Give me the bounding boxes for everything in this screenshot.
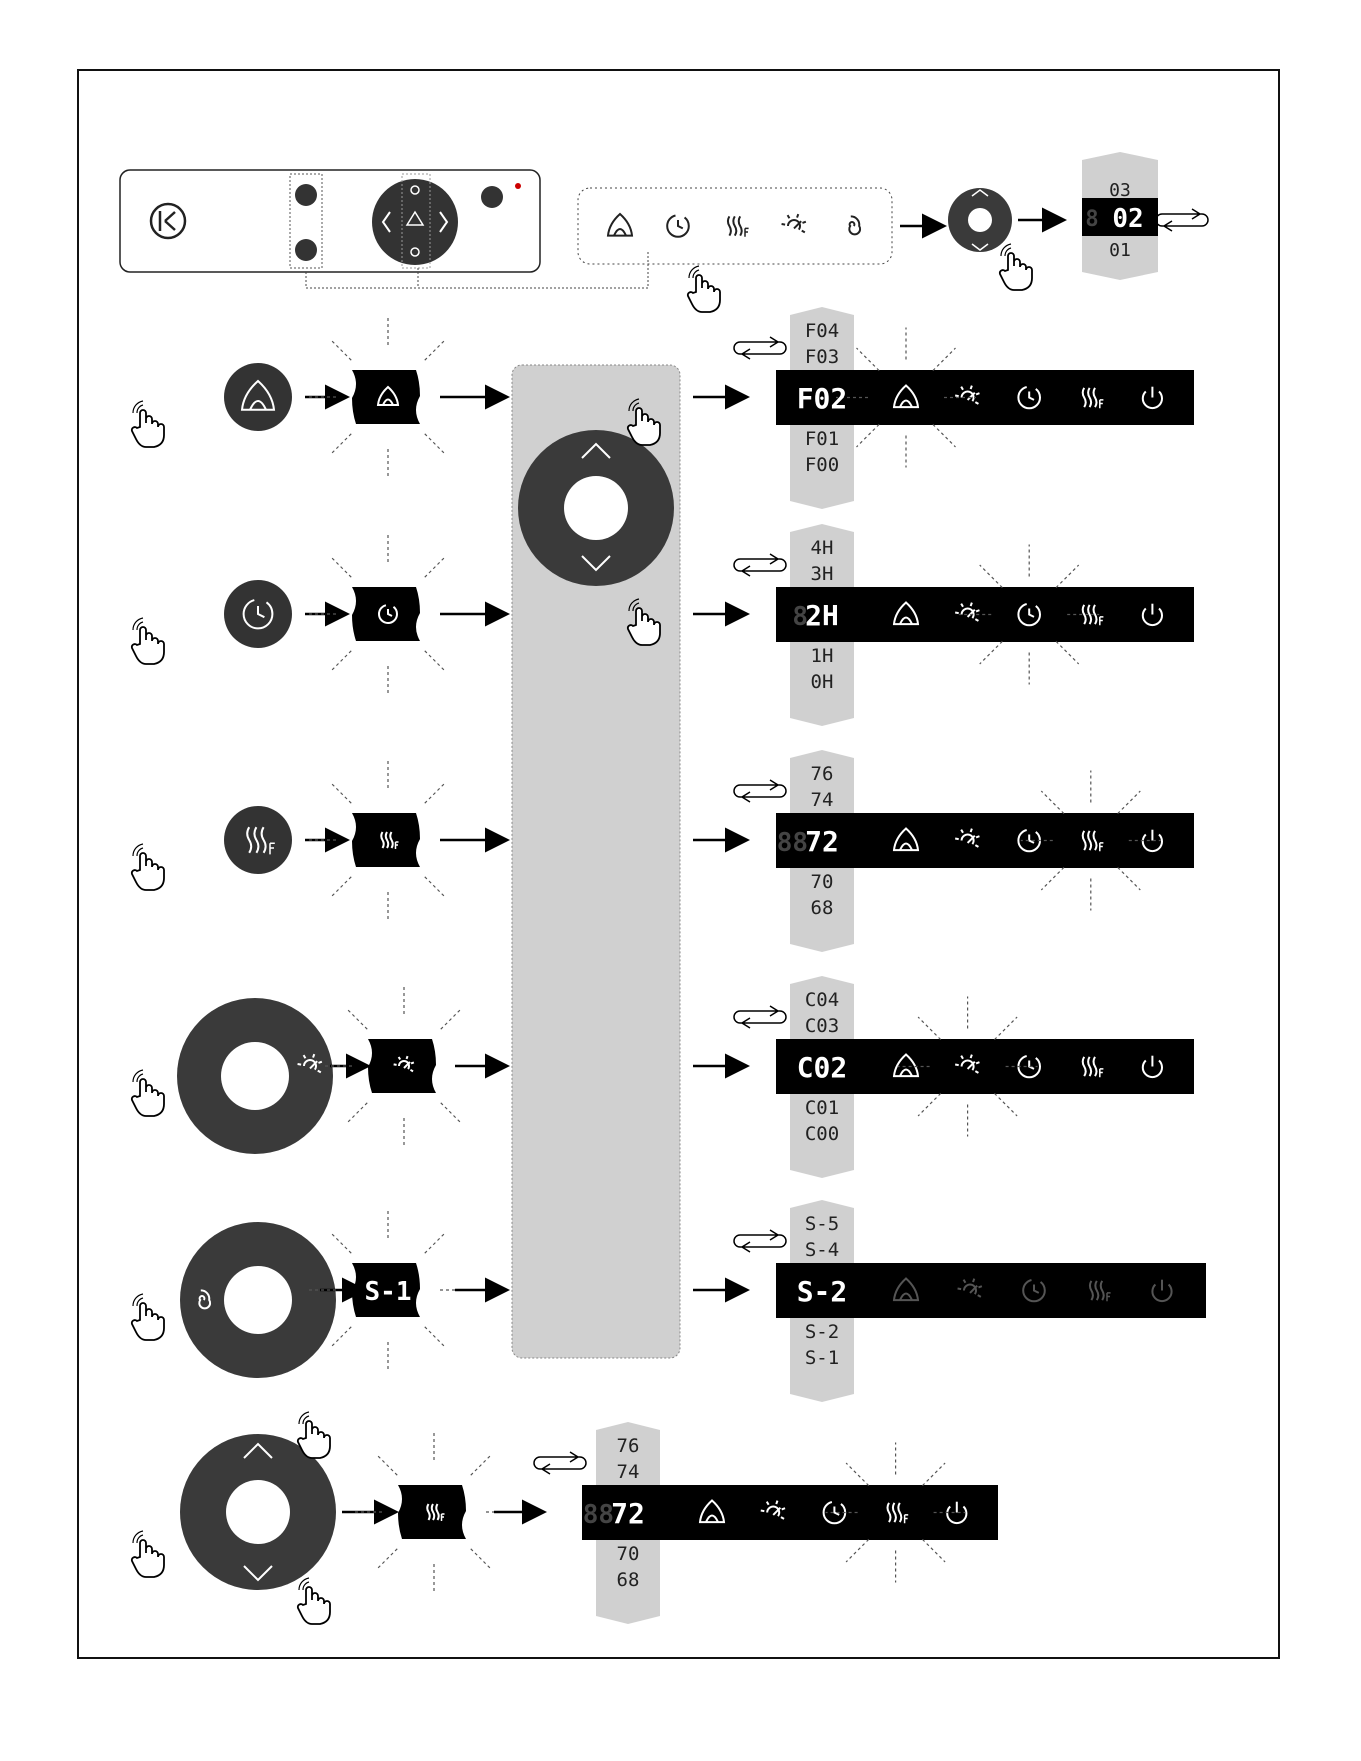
row-3-value-up-2: C04 — [804, 989, 840, 1011]
row-2-value-current: 72 — [805, 825, 839, 858]
row-2-selected-badge — [352, 813, 420, 867]
row-3-value-down-1: C01 — [804, 1097, 840, 1119]
row-0-value-up-1: F03 — [804, 346, 840, 368]
row-4-cycle-icon — [734, 1230, 786, 1252]
row-1-ghost-digits: 8 — [792, 602, 808, 632]
bottom-up-tap-hand-icon — [298, 1412, 330, 1458]
row-3-value-up-1: C03 — [804, 1015, 840, 1037]
bottom-ghost-digits: 88 — [582, 1500, 614, 1530]
row-0-value-down-1: F01 — [804, 428, 840, 450]
bottom-tap-hand-icon — [132, 1531, 164, 1577]
strip-tap-hand-icon — [688, 266, 720, 312]
swirl-icon — [849, 216, 860, 234]
intro-value-above: 03 — [1109, 180, 1131, 201]
remote-dpad[interactable] — [372, 179, 458, 265]
row-4-ring-control[interactable] — [180, 1222, 336, 1378]
row-4-badge-text: S-1 — [364, 1277, 412, 1307]
row-3-selected-badge — [368, 1039, 436, 1093]
flame-icon — [608, 214, 632, 236]
bottom-cycle-icon — [534, 1452, 586, 1474]
brightness-icon — [782, 214, 806, 232]
row-0-value-up-2: F04 — [804, 320, 840, 342]
timer-button[interactable] — [295, 184, 317, 206]
bottom-value-down-1: 70 — [616, 1543, 640, 1565]
row-3-cycle-icon — [734, 1006, 786, 1028]
row-1-selected-badge — [352, 587, 420, 641]
row-1-tap-hand-icon — [132, 618, 164, 664]
heat-icon — [728, 216, 749, 236]
bottom-value-current: 72 — [611, 1497, 645, 1530]
row-0-mode-button[interactable] — [224, 363, 292, 431]
intro-value-current: 02 — [1112, 204, 1144, 234]
row-2-cycle-icon — [734, 780, 786, 802]
remote-control — [120, 170, 648, 288]
row-1-value-down-1: 1H — [810, 645, 834, 667]
row-2-value-down-2: 68 — [810, 897, 834, 919]
mini-dial[interactable] — [948, 188, 1012, 252]
row-2-value-up-2: 76 — [810, 763, 834, 785]
row-4-value-current: S-2 — [796, 1275, 848, 1308]
adjust-dial[interactable] — [518, 430, 674, 586]
row-0-value-down-2: F00 — [804, 454, 840, 476]
row-2-tap-hand-icon — [132, 844, 164, 890]
heat-button[interactable] — [295, 239, 317, 261]
bottom-selected-badge — [398, 1485, 466, 1539]
row-1-value-down-2: 0H — [810, 671, 834, 693]
intro-cycle-icon — [1156, 209, 1208, 231]
row-1-cycle-icon — [734, 554, 786, 576]
timer-icon — [667, 215, 689, 237]
row-0-selected-badge — [352, 370, 420, 424]
row-2-value-down-1: 70 — [810, 871, 834, 893]
row-2-value-up-1: 74 — [810, 789, 834, 811]
bottom-value-up-1: 74 — [616, 1461, 640, 1483]
power-button[interactable] — [481, 186, 503, 208]
row-2-ghost-digits: 88 — [776, 828, 808, 858]
row-3-tap-hand-icon — [132, 1070, 164, 1116]
row-4-value-up-2: S-5 — [804, 1213, 840, 1235]
mini-dial-tap-hand-icon — [1000, 244, 1032, 290]
row-4-value-down-1: S-2 — [804, 1321, 840, 1343]
power-led — [515, 183, 521, 189]
row-1-value-up-2: 4H — [810, 537, 834, 559]
row-3-value-down-2: C00 — [804, 1123, 840, 1145]
bottom-value-up-2: 76 — [616, 1435, 640, 1457]
row-0-tap-hand-icon — [132, 401, 164, 447]
bottom-value-down-2: 68 — [616, 1569, 640, 1591]
row-0-value-current: F02 — [796, 382, 848, 415]
row-4-tap-hand-icon — [132, 1294, 164, 1340]
row-0-cycle-icon — [734, 337, 786, 359]
row-2-mode-button[interactable] — [224, 806, 292, 874]
row-4-value-down-2: S-1 — [804, 1347, 840, 1369]
intro-ghost-digit: 8 — [1085, 207, 1099, 232]
intro-display — [1082, 152, 1158, 280]
row-3-value-current: C02 — [796, 1051, 848, 1084]
intro-value-below: 01 — [1109, 240, 1131, 261]
row-1-value-current: 2H — [805, 599, 839, 632]
row-4-value-up-1: S-4 — [804, 1239, 840, 1261]
bottom-down-tap-hand-icon — [298, 1578, 330, 1624]
row-3-ring-control[interactable] — [177, 998, 333, 1154]
row-1-value-up-1: 3H — [810, 563, 834, 585]
